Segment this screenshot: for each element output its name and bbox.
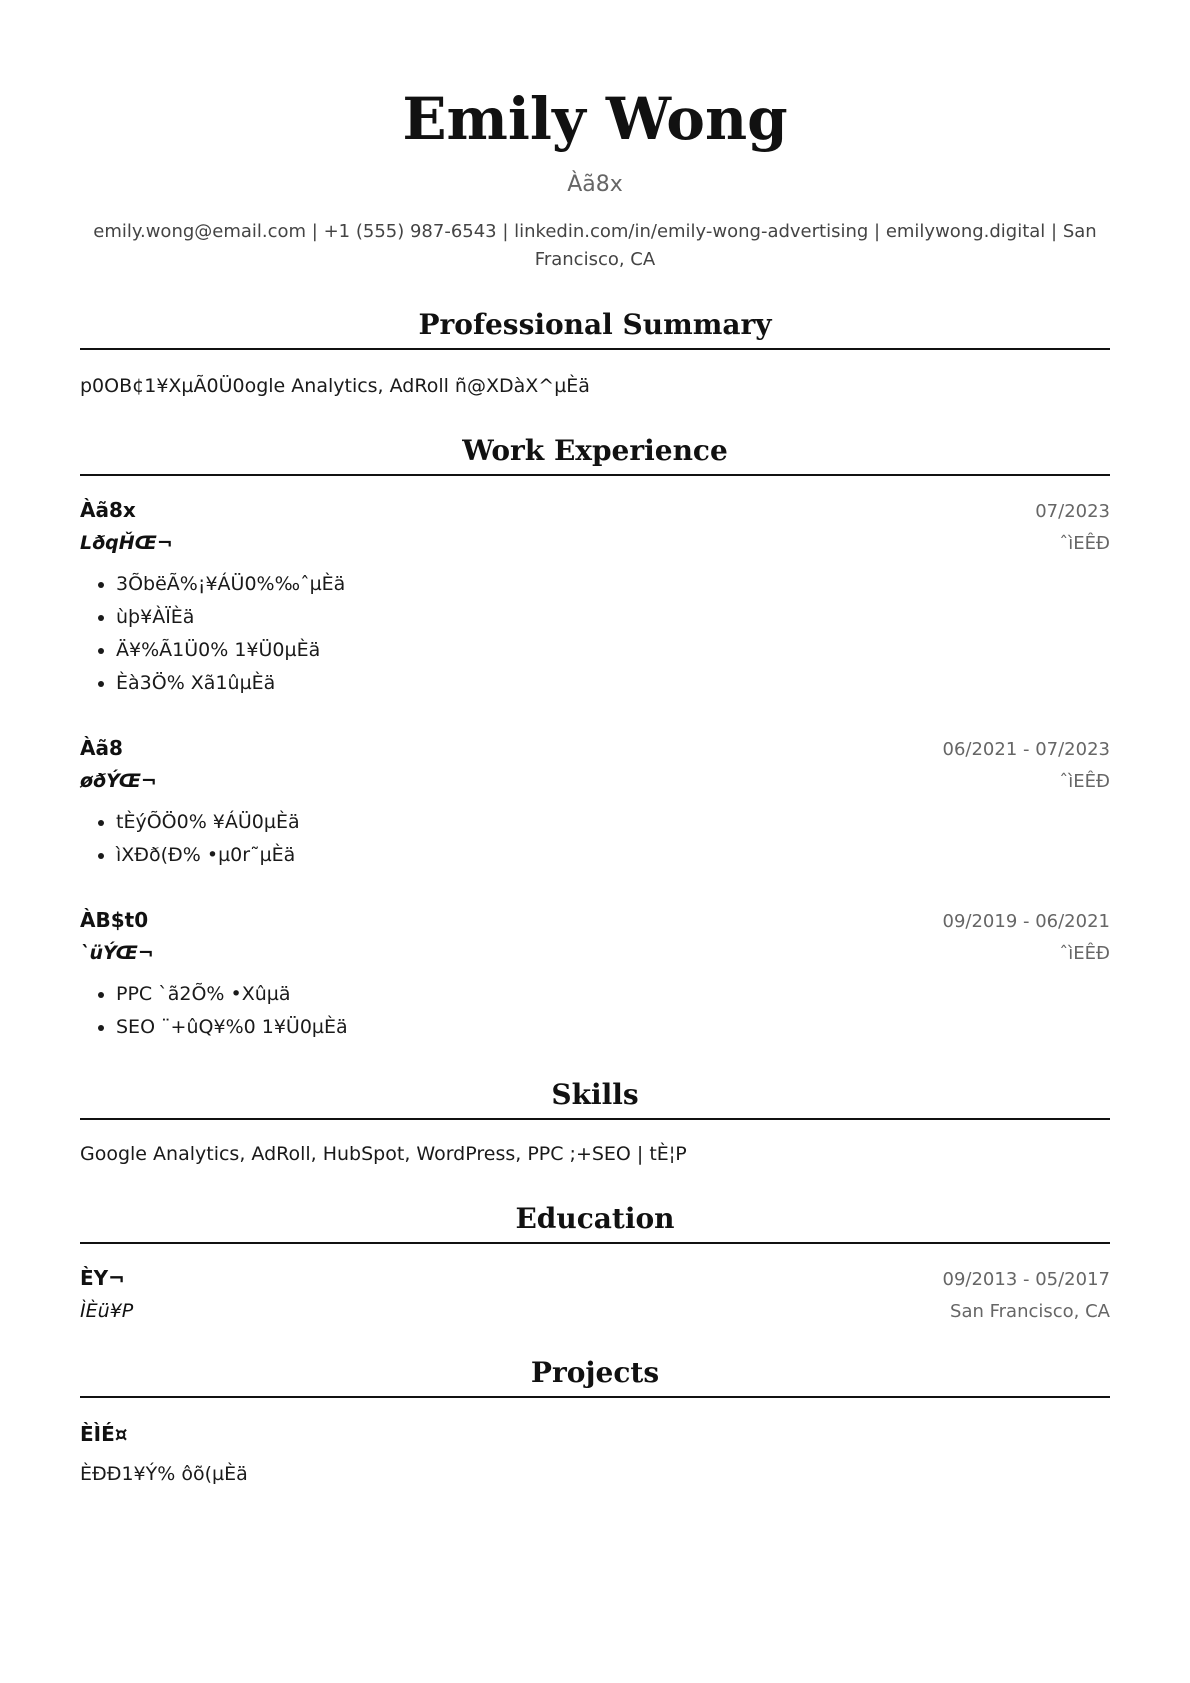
job-bullet: • Èà3Ö% Xã1ûµÈä — [116, 667, 1110, 700]
project-name: ÈÌÉ¤ — [80, 1422, 128, 1446]
project-description: ÈÐÐ1¥Ý% ôõ(µÈä — [80, 1463, 248, 1485]
skills-heading: Skills — [80, 1078, 1110, 1120]
degree-name: ÌÈü¥P — [80, 1300, 134, 1322]
job-bullet: • ìXÐð(Ð% •µ0r˜µÈä — [116, 839, 1110, 872]
job-bullet: • Ä¥%Ã1Ü0% 1¥Ü0µÈä — [116, 634, 1110, 667]
job-bullet: • ùþ¥ÀÏÈä — [116, 601, 1110, 634]
job-role: LðqȞŒ¬ — [80, 532, 173, 554]
job-date: 09/2019 - 06/2021 — [942, 911, 1110, 932]
skills-list: Google Analytics, AdRoll, HubSpot, WordPress, PPC ;+SEO | tÈ¦P — [80, 1143, 687, 1165]
job-company: ÀB$t0 — [80, 908, 149, 932]
job-company: Àã8x — [80, 498, 136, 522]
summary-section — [80, 308, 1110, 400]
contact-info: emily.wong@email.com | +1 (555) 987-6543 | linkedin.com/in/emily-wong-advertising | emilywong.digital | San Francisco, CA — [93, 221, 1097, 270]
projects-heading: Projects — [80, 1356, 1110, 1398]
job-bullets — [80, 978, 1110, 1044]
job-location: ˆìEÊÐ — [1059, 771, 1110, 792]
job-role: øðÝŒ¬ — [80, 770, 157, 792]
job-entry — [80, 908, 1110, 1044]
job-company: Àã8 — [80, 736, 123, 760]
job-entry — [80, 736, 1110, 872]
education-section — [80, 1202, 1110, 1322]
job-date: 07/2023 — [1035, 501, 1110, 522]
job-bullets — [80, 568, 1110, 700]
education-heading: Education — [80, 1202, 1110, 1244]
job-bullet: • PPC `ã2Õ% •Xûµä — [116, 978, 1110, 1011]
job-bullet: • tÈýÕÖ0% ¥ÁÜ0µÈä — [116, 806, 1110, 839]
job-role: `üÝŒ¬ — [80, 942, 154, 964]
job-location: ˆìEÊÐ — [1059, 943, 1110, 964]
skills-section — [80, 1078, 1110, 1168]
experience-heading: Work Experience — [80, 434, 1110, 476]
job-entry — [80, 498, 1110, 700]
education-entry — [80, 1266, 1110, 1322]
education-date: 09/2013 - 05/2017 — [942, 1269, 1110, 1290]
candidate-title: Àã8x — [567, 172, 623, 197]
project-entry — [80, 1422, 1110, 1488]
job-date: 06/2021 - 07/2023 — [942, 739, 1110, 760]
education-location: San Francisco, CA — [950, 1301, 1110, 1322]
projects-section — [80, 1356, 1110, 1488]
job-bullet: • 3ÕbëÃ%¡¥ÁÜ0%‰ˆµÈä — [116, 568, 1110, 601]
experience-section — [80, 434, 1110, 1044]
summary-text: p0OB¢1¥XµÃ0Ü0ogle Analytics, AdRoll ñ@XDàX^µÈä — [80, 375, 590, 397]
job-location: ˆìEÊÐ — [1059, 533, 1110, 554]
candidate-name: Emily Wong — [402, 85, 788, 153]
job-bullets — [80, 806, 1110, 872]
summary-heading: Professional Summary — [80, 308, 1110, 350]
job-bullet: • SEO ¨+ûQ¥%0 1¥Ü0µÈä — [116, 1011, 1110, 1044]
school-name: ÈY¬ — [80, 1266, 125, 1290]
